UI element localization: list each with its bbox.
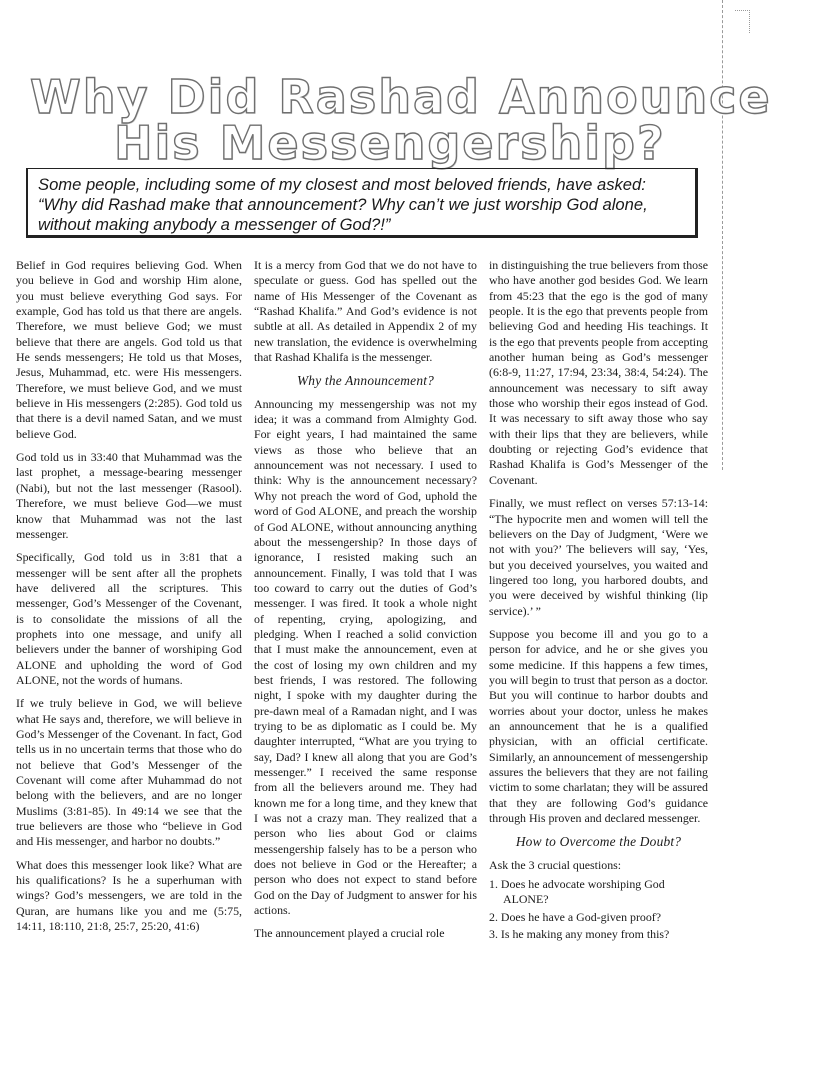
headline-line-2: His Messengership? xyxy=(114,116,666,170)
column-1-paragraph-5: What does this messenger look like? What are his qualifications? Is he a superhuman with wings? God’s messengers, we are told in the Quran, are humans like you and me (5:75, 14:11, 18:110, 21:8, 25:7, 25:20, 41:6) xyxy=(16,857,242,934)
section-heading-doubt: How to Overcome the Doubt? xyxy=(515,834,682,850)
column-3-paragraph-3: Suppose you become ill and you go to a person for advice, and he or she gives you some medicine. If this happens a few times, you will begin to trust that person as a doctor. But you will continue to harbor doubts and worries about your doctor, unless he makes an announcement that he is a qualified physician, with an official certificate. Similarly, an announcement of messengership assures the believers that they are not failing victim to some charlatan; they will be assured that they are following God’s guidance through His proven and declared messenger. xyxy=(489,626,708,826)
column-1-paragraph-2: God told us in 33:40 that Muhammad was the last prophet, a message-bearing messenger (Nabi), but not the last messenger (Rasool). Therefore, we must believe God—we must know that Muhammad was not the last messenger. xyxy=(16,450,242,541)
questions-lead: Ask the 3 crucial questions: xyxy=(489,857,622,872)
column-3-paragraph-2: Finally, we must reflect on verses 57:13-14: “The hypocrite men and women will tell the believers on the Day of Judgment, ‘Were we not with you?’ The believers will say, ‘Yes, but you deceived yourselves, you waited and lingered too long, you harbored doubts, and you were deceived by wishful thinking (lip service).’ ” xyxy=(489,496,708,618)
column-1-paragraph-1: Belief in God requires believing God. When you believe in God and worship Him alone, you must believe everything God says. For example, God has told us that there are angels. Therefore, we must believe God; we must believe that there are angels. God told us that He sends messengers; He told us that Moses, Jesus, Muhammad, etc. were His messengers. Therefore, we must believe God, and we must believe in His messengers (2:285). God told us that there is a devil named Satan, and we must believe God. xyxy=(16,258,242,441)
headline-line-1: Why Did Rashad Announce xyxy=(30,70,772,124)
article-headline xyxy=(28,70,772,170)
column-1-paragraph-3: Specifically, God told us in 3:81 that a messenger will be sent after all the prophets have delivered all the scriptures. This messenger, God’s Messenger of the Covenant, is to consolidate the missions of all the prophets into one message, and unify all believers under the banner of worshiping God ALONE and upholding the word of God ALONE, not the words of humans. xyxy=(16,550,242,687)
intro-text: Some people, including some of my closest and most beloved friends, have asked: “Why did Rashad make that announcement? Why can’t we just worship God alone, without making anybody a messenger of God?!” xyxy=(38,175,648,234)
section-heading-announcement: Why the Announcement? xyxy=(296,373,435,389)
crucial-questions-list xyxy=(489,877,708,942)
column-3-paragraph-1: in distinguishing the true believers from those who have another god besides God. We learn from 45:23 that the ego is the god of many people. It is the ego that prevents people from believing God and heeding His teachings. It is the ego that prevents people from accepting another human being as God’s messenger (6:8-9, 11:27, 17:94, 23:34, 38:4, 54:24). The announcement was necessary to sift away those who worship their egos instead of God. It was necessary to sift away those who say with their lips that they are believers, while doubting or rejecting God’s evidence that Rashad Khalifa is God’s Messenger of the Covenant. xyxy=(489,258,708,487)
list-item: 1. Does he advocate worshiping God ALONE? xyxy=(489,877,665,907)
intro-callout xyxy=(26,168,698,238)
column-2-paragraph-2: Announcing my messengership was not my idea; it was a command from Almighty God. For eight years, I had maintained the same views as those who believe that an announcement was not necessary. I used to think: Why is the announcement necessary? Why not preach the word of God, uphold the word of God ALONE, and preach the worship of God ALONE, without announcing anything about the messengership? In those days of ignorance, I resisted making such an announcement. Finally, I was told that I was too coward to carry out the duties of God’s messenger. I was fired. It took a whole night of repenting, crying, apologizing, and pledging. When I reached a solid conviction that I must make the announcement, even at the cost of losing my own children and my best friends, I was restored. The following night, I spoke with my daughter during the pre-dawn meal of a Ramadan night, and I was trying to be as diplomatic as I could be. My daughter interrupted, “What are you trying to say, Dad? I knew all along that you are God’s messenger.” I received the same response from all the believers around me. They had known me for a long time, and they knew that I was not a crazy man. They realized that a person who lies about God or claims messengership falsely has to be a person who does not believe in God or the Hereafter; a person who does not expect to stand before God on the Day of Judgment to answer for his actions. xyxy=(254,396,477,918)
column-3 xyxy=(489,258,708,944)
column-1-paragraph-4: If we truly believe in God, we will believe what He says and, therefore, we will believe in God’s Messenger of the Covenant. In fact, God tells us in no uncertain terms that those who do not believe that God’s Messenger of the Covenant will come after Muhammad do not belong with the believers, and are no longer Muslims (3:81-85). In 49:14 we see that the true believers are those who “believe in God and His messenger, and harbor no doubts.” xyxy=(16,696,242,849)
column-2 xyxy=(254,258,477,950)
list-item: 3. Is he making any money from this? xyxy=(489,927,670,942)
column-2-paragraph-1: It is a mercy from God that we do not have to speculate or guess. God has spelled out the name of His Messenger of the Covenant as “Rashad Khalifa.” And God’s evidence is not subtle at all. As detailed in Appendix 2 of my new translation, the evidence is overwhelming that Rashad Khalifa is the messenger. xyxy=(254,258,477,365)
column-1 xyxy=(16,258,242,942)
column-2-paragraph-3: The announcement played a crucial role xyxy=(254,926,445,941)
scan-corner-mark xyxy=(735,10,750,33)
list-item: 2. Does he have a God-given proof? xyxy=(489,909,662,924)
